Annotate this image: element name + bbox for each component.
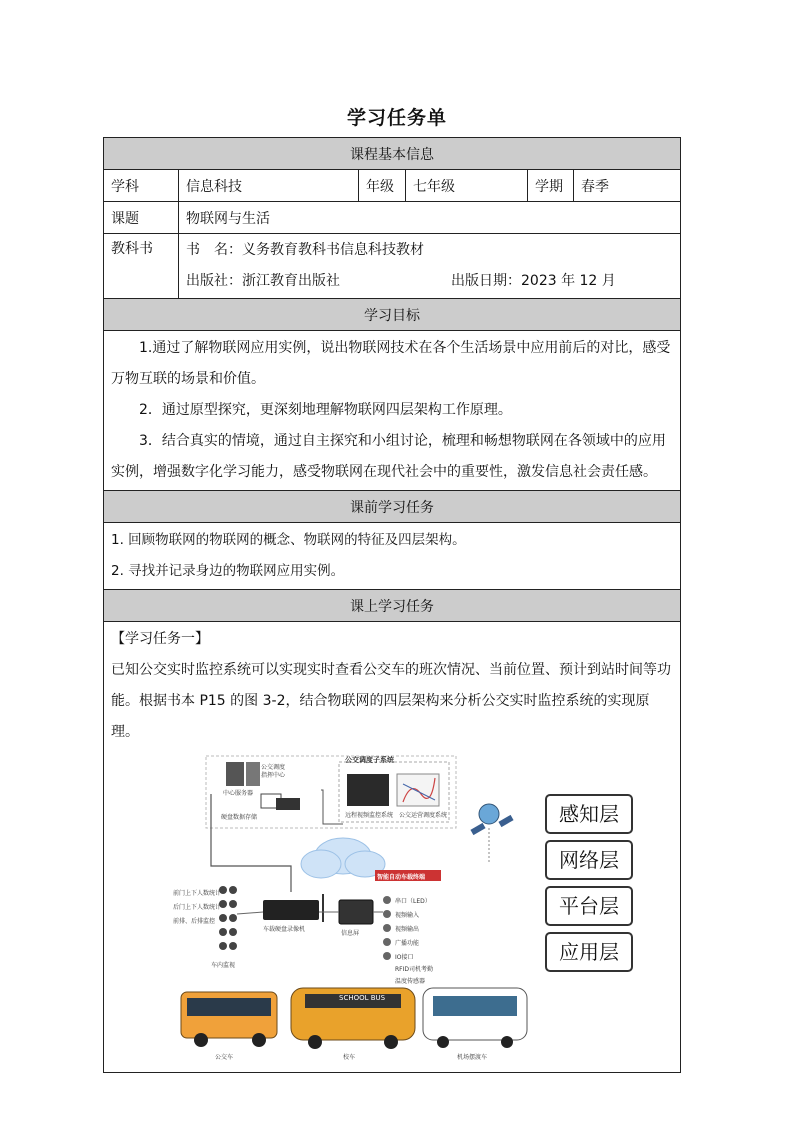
task-title: 【学习任务一】 [111,631,209,647]
dispatch-subsystem-label: 公交调度子系统 [345,756,394,764]
layer-perception: 感知层 [545,794,633,834]
feature-label: 广播功能 [395,940,420,947]
term-value: 春季 [574,170,681,202]
objective-item: 2．通过原型探究，更深刻地理解物联网四层架构工作原理。 [139,402,512,418]
server-icon [226,762,244,786]
feature-label: IO接口 [395,954,414,961]
feature-label: RFID司机考勤 [395,966,434,973]
textbook-info [179,234,681,299]
objectives-list [104,331,681,491]
pre-class-item: 1. 回顾物联网的物联网的概念、物联网的特征及四层架构。 [111,532,466,548]
feature-label: 温度传感器 [395,978,426,985]
layer-application: 应用层 [545,932,633,972]
recorder-label: 车载硬盘录像机 [263,926,306,933]
subject-value: 信息科技 [179,170,359,202]
textbook-label: 教科书 [104,234,179,299]
feature-label: 视频输出 [395,926,420,933]
center-top-label: 公交调度 [261,764,286,771]
objective-item: 3．结合真实的情境，通过自主探究和小组讨论，梳理和畅想物联网在各领域中的应用实例，增强数字化学习能力，感受物联网在现代社会中的重要性，激发信息社会责任感。 [111,433,666,480]
layer-network: 网络层 [545,840,633,880]
bus2-label: 校车 [343,1054,356,1061]
pedestrian-label: 车内监视 [211,962,236,969]
section-header-objectives: 学习目标 [104,299,681,331]
term-label: 学期 [528,170,574,202]
layer-platform: 平台层 [545,886,633,926]
task-text: 已知公交实时监控系统可以实现实时查看公交车的班次情况、当前位置、预计到站时间等功能。根据书本 P15 的图 3-2，结合物联网的四层架构来分析公交实时监控系统的实现原理。 [111,662,671,740]
pre-class-item: 2. 寻找并记录身边的物联网应用实例。 [111,563,345,579]
storage-icon [276,798,300,810]
publish-date: 出版日期：2023 年 12 月 [451,273,616,289]
page-title: 学习任务单 [346,107,447,129]
panel-title-label: 智能自动车载终端 [377,874,426,881]
task-table [103,137,681,1073]
in-class-task [104,622,681,1073]
storage-label: 硬盘数据存储 [221,814,258,821]
bus3-label: 机场摆渡车 [457,1054,488,1061]
topic-value: 物联网与生活 [179,202,681,234]
section-header-course-info: 课程基本信息 [104,138,681,170]
sensor-cluster [219,886,237,950]
left1-label: 前门上下人数统计 [173,890,222,897]
video-wall-icon [347,774,389,806]
operation-label: 公交运营调度系统 [399,812,448,819]
recorder-icon [263,900,319,920]
device-list-icons [383,896,391,960]
bus-airport [423,988,527,1048]
bus-city [181,992,277,1047]
publisher: 出版社：浙江教育出版社 [186,273,340,289]
center-mid-label: 指挥中心 [261,772,286,779]
screen-icon [339,900,373,924]
server-label: 中心服务器 [223,790,254,797]
satellite-icon [470,804,513,864]
grade-label: 年级 [359,170,406,202]
book-name: 书 名：义务教育教科书信息科技教材 [186,242,424,258]
left2-label: 后门上下人数统计 [173,904,222,911]
video-monitor-label: 远程视频监控系统 [345,812,394,819]
screen-label: 信息屏 [341,930,360,937]
subject-label: 学科 [104,170,179,202]
cloud-icon [301,838,385,878]
feature-label: 串口（LED） [395,898,431,905]
topic-label: 课题 [104,202,179,234]
section-header-in-class: 课上学习任务 [104,590,681,622]
server-icon [246,762,260,786]
section-header-pre-class: 课前学习任务 [104,491,681,523]
school-bus-text: SCHOOL BUS [339,994,386,1002]
left3-label: 前排、后排监控 [173,918,216,925]
bus1-label: 公交车 [215,1054,234,1061]
objective-item: 1.通过了解物联网应用实例，说出物联网技术在各个生活场景中应用前后的对比，感受万物互联的场景和价值。 [111,340,671,387]
connector-line [321,790,343,824]
feature-label: 视频输入 [395,912,420,919]
pre-class-list [104,523,681,590]
bus-monitoring-diagram [111,754,674,1066]
grade-value: 七年级 [406,170,528,202]
